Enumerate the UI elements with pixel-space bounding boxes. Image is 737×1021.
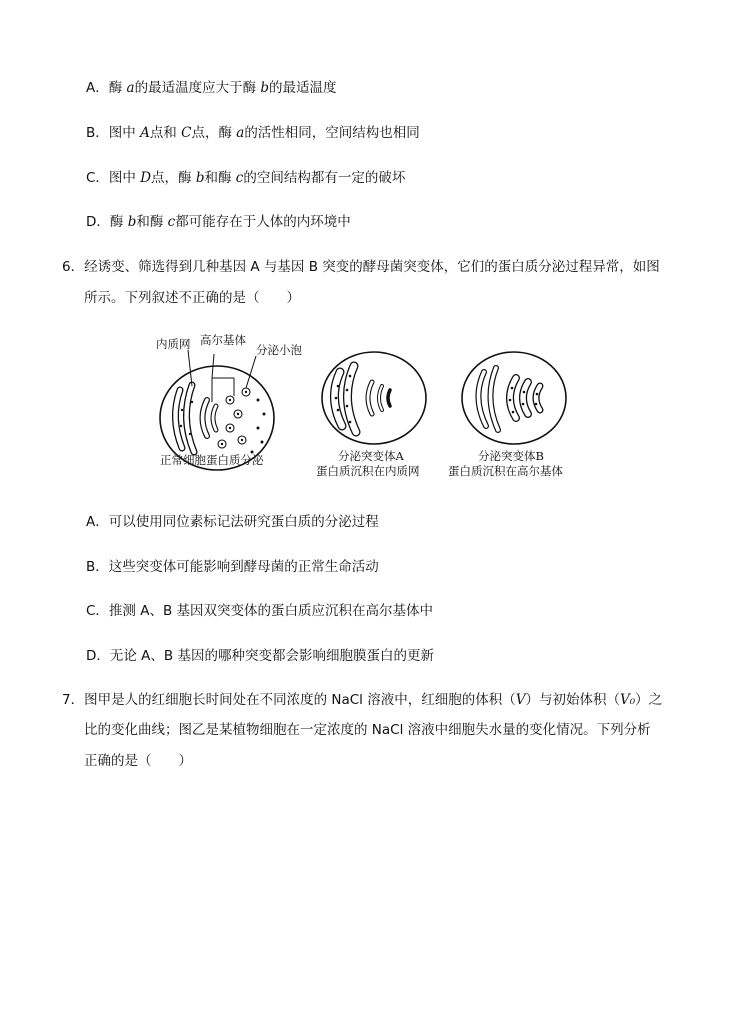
text-segment: 的最适温度: [269, 80, 337, 96]
mutant-a-cell: [322, 352, 426, 444]
text-segment: D．酶: [86, 214, 128, 230]
label-vesicle: 分泌小泡: [256, 343, 302, 357]
text-segment: 的空间结构都有一定的破坏: [243, 170, 406, 186]
q5-option-c: [86, 168, 405, 188]
variable: c: [235, 170, 244, 186]
q6-option-a: A．可以使用同位素标记法研究蛋白质的分泌过程: [86, 514, 379, 530]
text-segment: 点，酶: [151, 170, 196, 186]
text-segment: C．图中: [86, 170, 141, 186]
q6-option-c: C．推测 A、B 基因双突变体的蛋白质应沉积在高尔基体中: [86, 603, 434, 619]
text-segment: A．酶: [86, 80, 127, 96]
text-segment: 和酶: [204, 170, 236, 186]
caption-mutant-b-1: 分泌突变体B: [478, 449, 544, 463]
caption-mutant-a-2: 蛋白质沉积在内质网: [316, 464, 420, 478]
q6-stem-line2: 所示。下列叙述不正确的是（ ）: [84, 290, 300, 306]
text-segment: ）之: [635, 692, 663, 708]
q6-option-d: D．无论 A、B 基因的哪种突变都会影响细胞膜蛋白的更新: [86, 648, 434, 664]
text-segment: 的活性相同，空间结构也相同: [244, 125, 420, 141]
q7-stem-line3: 正确的是（ ）: [84, 753, 192, 769]
normal-cell: [160, 350, 274, 470]
q6-stem-line1: 6．经诱变、筛选得到几种基因 A 与基因 B 突变的酵母菌突变体，它们的蛋白质分泌过程异常，如图: [62, 259, 660, 275]
q5-option-a: [86, 78, 337, 98]
variable: b: [260, 80, 270, 96]
q5-option-b: [86, 123, 420, 143]
variable: A: [140, 125, 150, 141]
variable: a: [126, 80, 135, 96]
text-segment: B．图中: [86, 125, 141, 141]
caption-mutant-b-2: 蛋白质沉积在高尔基体: [448, 464, 563, 478]
text-segment: 和酶: [136, 214, 168, 230]
secretion-figure: [152, 330, 592, 480]
caption-normal: 正常细胞蛋白质分泌: [160, 453, 264, 467]
variable: b: [195, 170, 205, 186]
variable: a: [236, 125, 245, 141]
q5-option-d: [86, 212, 351, 232]
q7-stem-line2: 比的变化曲线；图乙是某植物细胞在一定浓度的 NaCl 溶液中细胞失水量的变化情况。下列分析: [84, 722, 651, 738]
mutant-b-cell: [462, 352, 566, 444]
text-segment: 的最适温度应大于酶: [134, 80, 261, 96]
cell-diagrams: [152, 330, 592, 480]
text-segment: 都可能存在于人体的内环境中: [175, 214, 351, 230]
variable: b: [127, 214, 137, 230]
q7-stem-line1: [62, 690, 662, 710]
variable: c: [167, 214, 176, 230]
text-segment: ）与初始体积（: [525, 692, 620, 708]
text-segment: 7．图甲是人的红细胞长时间处在不同浓度的 NaCl 溶液中，红细胞的体积（: [62, 692, 516, 708]
label-golgi: 高尔基体: [200, 333, 246, 347]
text-segment: 点和: [149, 125, 182, 141]
label-er: 内质网: [156, 337, 191, 351]
caption-mutant-a-1: 分泌突变体A: [338, 449, 404, 463]
variable: D: [140, 170, 152, 186]
variable: C: [181, 125, 192, 141]
q6-option-b: B．这些突变体可能影响到酵母菌的正常生命活动: [86, 559, 379, 575]
text-segment: 点，酶: [191, 125, 237, 141]
variable: V₀: [619, 692, 636, 708]
variable: V: [515, 692, 526, 708]
